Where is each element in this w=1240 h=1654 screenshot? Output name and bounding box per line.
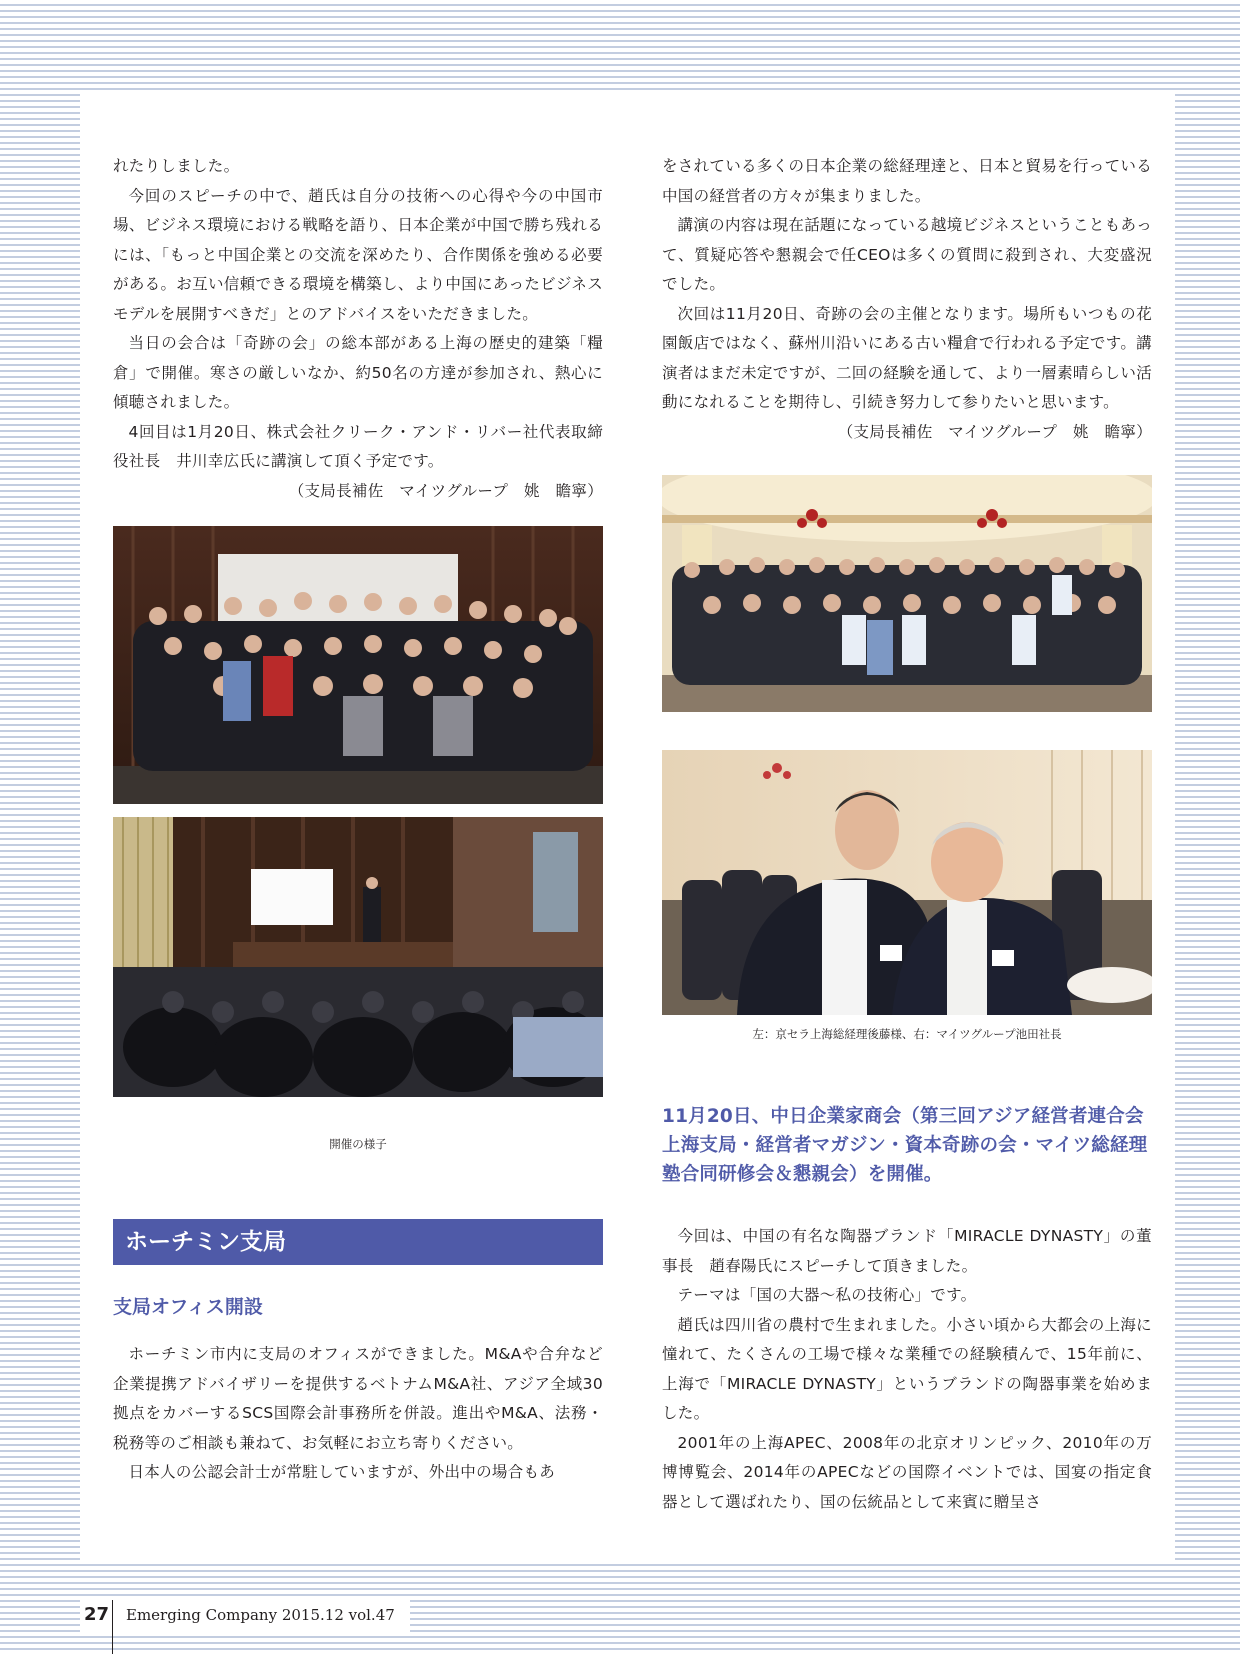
right-bottom-paragraph-4: 2001年の上海APEC、2008年の北京オリンピック、2010年の万博博覧会、2014年のAPECなどの国際イベントでは、国宴の指定食器として選ばれたり、国の伝統品として来賓に贈呈さ bbox=[662, 1433, 1152, 1511]
left-photo-caption: 開催の様子 bbox=[329, 1137, 387, 1151]
left-column-top-text bbox=[113, 152, 603, 506]
right-bottom-paragraph-3: 趙氏は四川省の農村で生まれました。小さい頃から大都会の上海に憧れて、たくさんの工場で様々な業種での経験積んで、15年前に、上海で「MIRACLE DYNASTY」というブランドの陶器事業を始めました。 bbox=[662, 1315, 1152, 1422]
footer-divider bbox=[112, 1600, 113, 1654]
portrait-photo-two-executives bbox=[662, 750, 1152, 1015]
page-panel bbox=[80, 92, 1175, 1564]
right-bottom-paragraph-1: 今回は、中国の有名な陶器ブランド「MIRACLE DYNASTY」の董事長 趙春陽氏にスピーチして頂きました。 bbox=[662, 1227, 1152, 1275]
left-bottom-paragraph-2: 日本人の公認会計士が常駐していますが、外出中の場合もあ bbox=[128, 1463, 556, 1481]
page-number: 27 bbox=[84, 1604, 110, 1625]
subheading-office-opening: 支局オフィス開設 bbox=[113, 1296, 263, 1318]
left-paragraph-2: 今回のスピーチの中で、趙氏は自分の技術への心得や今の中国市場、ビジネス環境における戦略を語り、日本企業が中国で勝ち残れるには、「もっと中国企業との交流を深めたり、合作関係を強める必要がある。お互い信頼できる環境を構築し、より中国にあったビジネスモデルを展開すべきだ」とのアドバイスをいただきました。 bbox=[113, 186, 603, 323]
group-photo-granary bbox=[113, 526, 603, 804]
section-title-hochiminh: ホーチミン支局 bbox=[113, 1219, 603, 1265]
left-paragraph-4: 4回目は1月20日、株式会社クリーク・アンド・リバー社代表取締役社長 井川幸広氏に講演して頂く予定です。 bbox=[113, 422, 603, 470]
right-signature: （支局長補佐 マイツグループ 姚 瞻寧） bbox=[837, 422, 1152, 441]
left-paragraph-3: 当日の会合は「奇跡の会」の総本部がある上海の歴史的建築「糧倉」で開催。寒さの厳しいなか、約50名の方達が参加され、熱心に傾聴されました。 bbox=[113, 334, 603, 411]
publication-title: Emerging Company 2015.12 vol.47 bbox=[126, 1606, 395, 1624]
right-column-top-text bbox=[662, 152, 1152, 447]
lecture-photo-granary bbox=[113, 817, 603, 1097]
right-paragraph-3: 次回は11月20日、奇跡の会の主催となります。場所もいつもの花園飯店ではなく、蘇州川沿いにある古い糧倉で行われる予定です。講演者はまだ未定ですが、二回の経験を通して、より一層素晴らしい活動になれることを期待し、引続き努力して参りたいと思います。 bbox=[662, 304, 1152, 411]
left-bottom-paragraph-1: ホーチミン市内に支局のオフィスができました。M&Aや合弁など企業提携アドバイザリーを提供するベトナムM&A社、アジア全域30拠点をカバーするSCS国際会計事務所を併設。進出やM&A、法務・税務等のご相談も兼ねて、お気軽にお立ち寄りください。 bbox=[113, 1345, 603, 1452]
right-paragraph-1: をされている多くの日本企業の総経理達と、日本と貿易を行っている中国の経営者の方々が集まりました。 bbox=[662, 157, 1152, 205]
right-photo-caption: 左：京セラ上海総経理後藤様、右：マイツグループ池田社長 bbox=[752, 1027, 1062, 1041]
left-paragraph-1: れたりしました。 bbox=[113, 157, 240, 175]
right-paragraph-2: 講演の内容は現在話題になっている越境ビジネスということもあって、質疑応答や懇親会で任CEOは多くの質問に殺到され、大変盛況でした。 bbox=[662, 216, 1152, 293]
event-headline: 11月20日、中日企業家商会（第三回アジア経営者連合会上海支局・経営者マガジン・資本奇跡の会・マイツ総経理塾合同研修会＆懇親会）を開催。 bbox=[662, 1106, 1148, 1185]
right-bottom-paragraph-2: テーマは「国の大器～私の技術心」です。 bbox=[677, 1286, 977, 1304]
left-signature: （支局長補佐 マイツグループ 姚 瞻寧） bbox=[288, 481, 603, 500]
left-column-bottom-text bbox=[113, 1340, 603, 1488]
group-photo-banquet-hall bbox=[662, 475, 1152, 712]
right-column-bottom-text bbox=[662, 1222, 1152, 1517]
